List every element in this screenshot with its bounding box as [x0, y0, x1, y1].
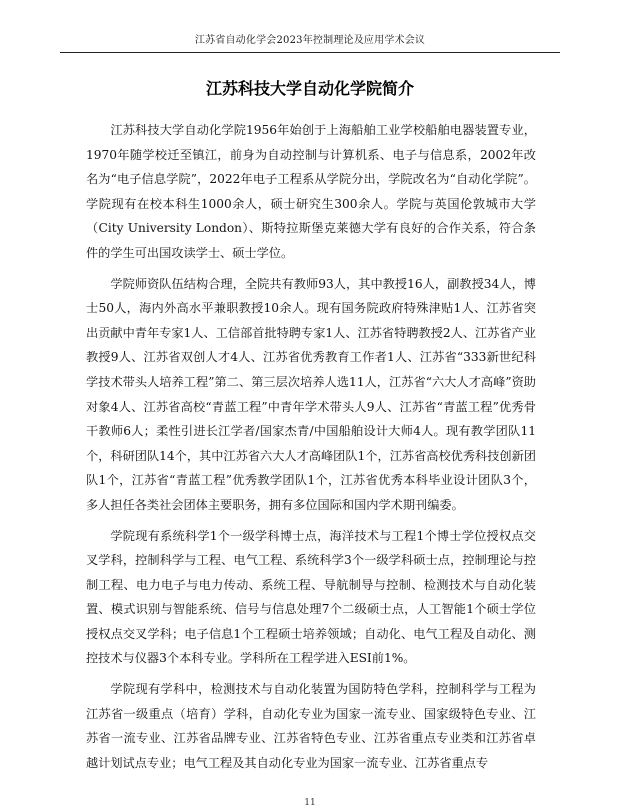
paragraph-disciplines: 学院现有学科中，检测技术与自动化装置为国防特色学科，控制科学与工程为江苏省一级重点（培育）学科，自动化专业为国家一流专业、国家级特色专业、江苏省一流专业、江苏省品牌专业、江苏省特色专业、江苏省重点专业类和江苏省卓越计划试点专业；电气工程及其自动化专业为国家一流专业、江苏省重点专 — [86, 682, 536, 770]
paragraph-faculty: 学院师资队伍结构合理，全院共有教师93人，其中教授16人，副教授34人，博士50人，海内外高水平兼职教授10余人。现有国务院政府特殊津贴1人、江苏省突出贡献中青年专家1人、工信部首批特聘专家1人、江苏省特聘教授2人、江苏省产业教授9人、江苏省双创人才4人、江苏省优秀教育工作者1人、江苏省“333新世纪科学技术带头人培养工程”第二、第三层次培养人选11人，江苏省“六大人才高峰”资助对象4人、江苏省高校“青蓝工程”中青年学术带头人9人、江苏省“青蓝工程”优秀骨干教师6人；柔性引进长江学者/国家杰青/中国船舶设计大师4人。现有教学团队11个，科研团队14个，其中江苏省六大人才高峰团队1个，江苏省高校优秀科技创新团队1个，江苏省“青蓝工程”优秀教学团队1个，江苏省优秀本科毕业设计团队3个，多人担任各类社会团体主要职务，拥有多位国际和国内学术期刊编委。 — [86, 276, 536, 512]
running-header: 江苏省自动化学会2023年控制理论及应用学术会议 — [194, 35, 426, 46]
paragraph-programs: 学院现有系统科学1个一级学科博士点，海洋技术与工程1个博士学位授权点交叉学科，控制科学与工程、电气工程、系统科学3个一级学科硕士点，控制理论与控制工程、电力电子与电力传动、系统工程、导航制导与控制、检测技术与自动化装置、模式识别与智能系统、信号与信息处理7个二级硕士点，人工智能1个硕士学位授权点交叉学科；电子信息1个工程硕士培养领域；自动化、电气工程及自动化、测控技术与仪器3个本科专业。学科所在工程学进入ESI前1%。 — [86, 528, 536, 666]
page-number: 11 — [304, 798, 316, 808]
article-body — [86, 118, 536, 781]
paragraph-history: 江苏科技大学自动化学院1956年始创于上海船舶工业学校船舶电器装置专业，1970年随学校迁至镇江，前身为自动控制与计算机系、电子与信息系，2002年改名为“电子信息学院”，2022年电子工程系从学院分出，学院改名为“自动化学院”。学院现有在校本科生1000余人，硕士研究生300余人。学院与英国伦敦城市大学（City University London）、斯特拉斯堡克莱德大学有良好的合作关系，符合条件的学生可出国攻读学士、硕士学位。 — [86, 123, 536, 260]
article-title: 江苏科技大学自动化学院简介 — [205, 79, 414, 98]
header-rule — [60, 52, 560, 53]
